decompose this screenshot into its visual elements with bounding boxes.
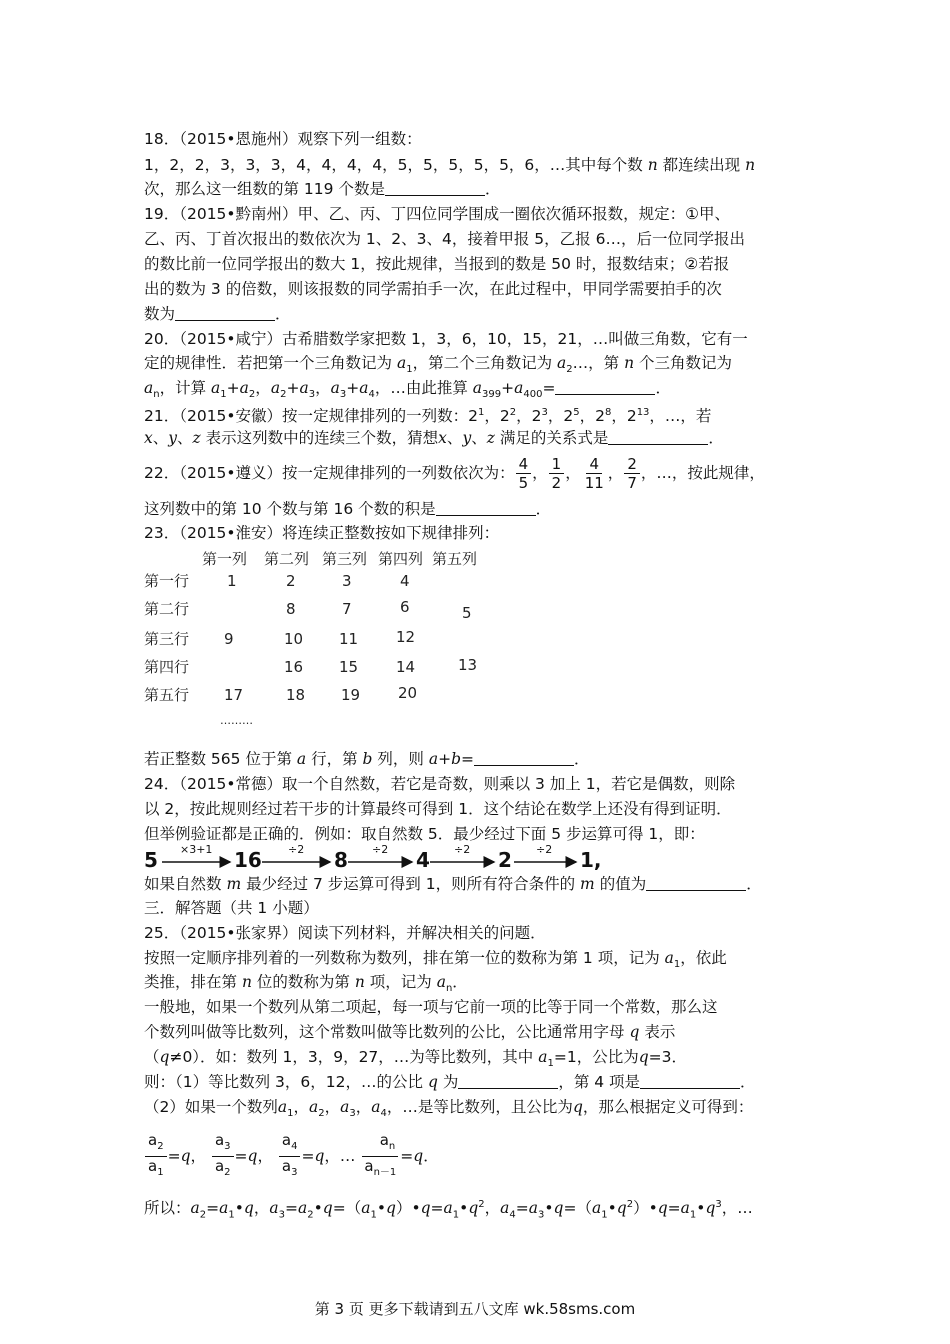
chain-number: 16 [234,848,262,872]
chain-number: 1, [580,848,602,872]
p19-line1: 19．（2015•黔南州）甲、乙、丙、丁四位同学围成一圈依次循环报数，规定：①甲、 [144,205,730,223]
ratio-fraction: $\frac{a_2}{a_1}$ [145,1132,167,1181]
col-header: 第五列 [432,550,478,568]
col-header: 第三列 [322,550,368,568]
p22-line2: 这列数中的第 10 个数与第 16 个数的积是 ． [144,500,552,518]
p18-line3: 次，那么这一组数的第 119 个数是 ． [144,180,501,198]
table-cell: 6 [400,598,410,616]
table-cell: 4 [400,572,410,590]
answer-blank[interactable] [640,1074,740,1089]
table-cell: 12 [396,628,416,646]
table-cell: 13 [458,656,478,674]
p25-line4: 一般地，如果一个数列从第二项起，每一项与它前一项的比等于同一个常数，那么这 [144,998,718,1016]
answer-blank[interactable] [458,1074,558,1089]
p20-line1: 20．（2015•咸宁）古希腊数学家把数 1，3，6，10，15，21，…叫做三角数，它有一 [144,330,748,348]
p24-line4: 如果自然数 m 最少经过 7 步运算可得到 1，则所有符合条件的 m 的值为 ． [144,875,762,893]
fraction: $\frac{4}{5}$ [516,456,532,491]
fraction: $\frac{1}{2}$ [549,456,565,491]
p25-line7: 则：（1）等比数列 3，6，12，…的公比 q 为 ，第 4 项是 ． [144,1073,756,1091]
table-cell: 17 [224,686,244,704]
col-header: 第四列 [378,550,424,568]
p18-line1: 18．（2015•恩施州）观察下列一组数： [144,130,422,148]
page-footer: 第 3 页 更多下载请到五八文库 wk.58sms.com [314,1300,636,1318]
row-header: 第五行 [144,686,190,704]
p21-line2: x、y、z 表示这列数中的连续三个数，猜想x、y、z 满足的关系式是 ． [144,429,724,447]
table-cell: 19 [341,686,361,704]
ratio-fraction: $\frac{a_n}{a_{n-1}}$ [364,1131,397,1178]
p25-line6: （q≠0）．如：数列 1，3，9，27，…为等比数列，其中 $a_1=1$，公比为q=3． [144,1048,688,1070]
ratio-fraction: $\frac{a_3}{a_2}$ [212,1132,234,1181]
fraction: $\frac{2}{7}$ [624,456,640,491]
p20-line3: $a_n$，计算 $a_1+a_2$，$a_2+a_3$，$a_3+a_4$，…由此推算 $a_{399}+a_{400}=$ ． [144,379,671,401]
fraction: $\frac{4}{11}$ [584,455,604,492]
table-cell: 3 [342,572,352,590]
p21-line1: 21．（2015•安徽）按一定规律排列的一列数：$2^1$，$2^2$，$2^3$，$2^5$，$2^8$，$2^{13}$，…，若 [144,407,712,426]
p23-line2: 若正整数 565 位于第 a 行，第 b 列，则 a+b= ． [144,750,590,768]
table-cell: 5 [462,604,472,622]
p25-line5: 个数列叫做等比数列，这个常数叫做等比数列的公比，公比通常用字母 q 表示 [144,1023,676,1041]
answer-blank[interactable] [436,501,536,516]
table-cell: 2 [286,572,296,590]
answer-blank[interactable] [385,181,485,196]
section-heading: 三．解答题（共 1 小题） [144,899,319,917]
table-cell: 9 [224,630,234,648]
operation-chain [144,845,624,875]
row-header: 第一行 [144,572,190,590]
p24-line1: 24．（2015•常德）取一个自然数，若它是奇数，则乘以 3 加上 1，若它是偶数，则除 [144,775,736,793]
table-cell: 15 [339,658,359,676]
answer-blank[interactable] [608,430,708,445]
chain-number: 8 [334,848,348,872]
chain-number: 5 [144,848,158,872]
chain-number: 4 [416,848,430,872]
table-cell: 18 [286,686,306,704]
chain-op: ÷2 [372,843,389,856]
p23-line1: 23．（2015•淮安）将连续正整数按如下规律排列： [144,524,500,542]
chain-op: ÷2 [536,843,553,856]
chain-op: ÷2 [454,843,471,856]
p25-line1: 25．（2015•张家界）阅读下列材料，并解决相关的问题． [144,924,546,942]
row-header: 第三行 [144,630,190,648]
table-cell: 16 [284,658,304,676]
chain-op: ×3+1 [180,843,213,856]
p24-line2: 以 2，按此规则经过若干步的计算最终可得到 1．这个结论在数学上还没有得到证明． [144,800,732,818]
table-cell: 20 [398,684,418,702]
p25-ratio-line: $\frac{a_2}{a_1}$ =q， $\frac{a_3}{a_2}$ =q， $\frac{a_4}{a_3}$ =q，… $\frac{a_n}{a_{n-1}}$ =q． [144,1132,439,1181]
answer-blank[interactable] [474,751,574,766]
p19-line5: 数为 ． [144,305,291,323]
p20-line2: 定的规律性．若把第一个三角数记为 $a_1$，第二个三角数记为 $a_2\dots$，第 n 个三角数记为 [144,354,733,376]
p24-line3: 但举例验证都是正确的．例如：取自然数 5．最少经过下面 5 步运算可得 1，即： [144,825,705,843]
ellipsis: ……… [220,714,253,727]
p25-line8: （2）如果一个数列$a_1$，$a_2$，$a_3$，$a_4$，…是等比数列，且公比为q，那么根据定义可得到： [144,1098,754,1120]
p22-line1: 22．（2015•遵义）按一定规律排列的一列数依次为： $\frac{4}{5}$ ， $\frac{1}{2}$ ， $\frac{4}{11}$ ， $\frac{2}{7}$ ，…，按此规律， [144,455,765,492]
p19-line3: 的数比前一位同学报出的数大 1，按此规律，当报到的数是 50 时，报数结束；②若报 [144,255,730,273]
answer-blank[interactable] [646,876,746,891]
table-cell: 1 [227,572,237,590]
table-cell: 14 [396,658,416,676]
p19-line2: 乙、丙、丁首次报出的数依次为 1、2、3、4，接着甲报 5，乙报 6…，后一位同学报出 [144,230,745,248]
table-cell: 11 [339,630,359,648]
number-arrangement-table [144,548,524,738]
answer-blank[interactable] [175,306,275,321]
chain-op: ÷2 [288,843,305,856]
table-cell: 7 [342,600,352,618]
p25-line3: 类推，排在第 n 位的数称为第 n 项，记为 $a_n$． [144,973,468,995]
answer-blank[interactable] [555,380,655,395]
p25-line10: 所以：$a_2=a_1•q$，$a_3=a_2•q=(a_1•q)•q=a_1•q^2$，$a_4=a_3•q=(a_1•q^2)•q=a_1•q^3$，… [144,1199,753,1221]
table-cell: 8 [286,600,296,618]
p19-line4: 出的数为 3 的倍数，则该报数的同学需拍手一次，在此过程中，甲同学需要拍手的次 [144,280,722,298]
p18-line2: 1，2，2，3，3，3，4，4，4，4，5，5，5，5，5，6，…其中每个数 n 都连续出现 n [144,156,756,174]
row-header: 第四行 [144,658,190,676]
p25-line2: 按照一定顺序排列着的一列数称为数列，排在第一位的数称为第 1 项，记为 $a_1$，依此 [144,949,727,971]
table-cell: 10 [284,630,304,648]
col-header: 第一列 [202,550,248,568]
row-header: 第二行 [144,600,190,618]
ratio-fraction: $\frac{a_4}{a_3}$ [279,1132,301,1181]
chain-number: 2 [498,848,512,872]
col-header: 第二列 [264,550,310,568]
